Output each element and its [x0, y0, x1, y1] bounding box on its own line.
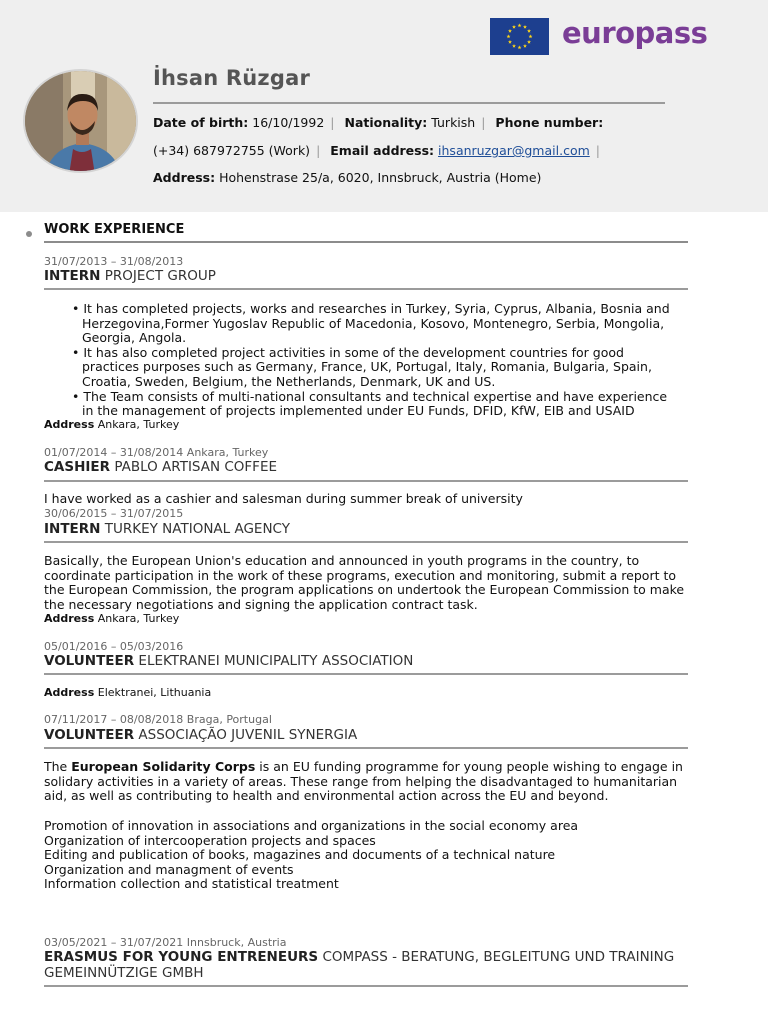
job-address: [44, 418, 179, 431]
job-description: I have worked as a cashier and salesman during summer break of university: [44, 491, 523, 506]
dob-value: 16/10/1992: [252, 115, 325, 130]
job-divider: [44, 480, 688, 482]
job-organization: ELEKTRANEI MUNICIPALITY ASSOCIATION: [138, 653, 414, 669]
list-item: Promotion of innovation in associations and organizations in the social economy area: [44, 818, 579, 833]
job-divider: [44, 288, 688, 290]
job-date: 05/01/2016 – 05/03/2016: [44, 640, 184, 653]
job-role: VOLUNTEER: [44, 727, 135, 743]
job-title: [44, 521, 290, 537]
job-date: 03/05/2021 – 31/07/2021 Innsbruck, Austria: [44, 936, 287, 949]
europass-logo: [490, 16, 708, 56]
job-address: [44, 686, 211, 699]
list-item: Organization and managment of events: [44, 861, 294, 877]
job-role: INTERN: [44, 521, 101, 537]
job-date: 01/07/2014 – 31/08/2014 Ankara, Turkey: [44, 446, 269, 459]
activity-list: [44, 819, 694, 892]
logo-wordmark: europass: [562, 16, 708, 50]
list-item: Editing and publication of books, magazines and documents of a technical nature: [44, 847, 556, 863]
job-role: CASHIER: [44, 459, 111, 475]
separator: |: [481, 115, 486, 130]
list-item: • It has also completed project activities in some of the development countries for good practices purposes such as Germany, France, UK, Portugal, Italy, Romania, Bulgaria, Spain, Croatia, Sweden, Belgium, the Netherlands, Denmark, UK and US.: [62, 346, 682, 390]
list-item: Information collection and statistical treatment: [44, 876, 339, 892]
nationality-label: Nationality:: [344, 115, 428, 130]
eu-flag-icon: [490, 18, 549, 55]
info-row-1: [153, 115, 603, 130]
nationality-value: Turkish: [431, 115, 476, 130]
job-divider: [44, 985, 688, 987]
job-title: [44, 653, 413, 669]
job-title: [44, 727, 357, 743]
job-bullet-list: [62, 302, 682, 419]
section-bullet-icon: [26, 231, 32, 237]
job-role: VOLUNTEER: [44, 653, 135, 669]
avatar: [23, 69, 138, 173]
separator: |: [316, 143, 321, 158]
person-photo-icon: [25, 71, 138, 173]
address-label: Address: [44, 686, 95, 699]
job-divider: [44, 673, 688, 675]
email-link[interactable]: ihsanruzgar@gmail.com: [438, 143, 590, 158]
address-label: Address: [44, 612, 95, 625]
info-row-3: [153, 170, 541, 185]
job-organization: PABLO ARTISAN COFFEE: [114, 459, 278, 475]
description-highlight: European Solidarity Corps: [71, 759, 256, 774]
separator: |: [330, 115, 335, 130]
section-title: WORK EXPERIENCE: [44, 222, 185, 237]
list-item: • The Team consists of multi-national consultants and technical expertise and have experience in the management of projects implemented under EU Funds, DFID, KfW, EIB and USAID: [62, 390, 682, 419]
job-divider: [44, 541, 688, 543]
info-row-2: [153, 143, 606, 158]
address-value: Ankara, Turkey: [97, 418, 180, 431]
job-date: 07/11/2017 – 08/08/2018 Braga, Portugal: [44, 713, 272, 726]
job-organization: COMPASS - BERATUNG, BEGLEITUNG UND TRAINING GEMEINNÜTZIGE GMBH: [44, 949, 675, 981]
job-organization: TURKEY NATIONAL AGENCY: [104, 521, 290, 537]
job-description: Basically, the European Union's education and announced in youth programs in the country, to coordinate participation in the work of these programs, execution and monitoring, submit a report to the European Commission, the program applications on undertook the European Commission to make the necessary negotiations and signing the application contract task.: [44, 553, 685, 612]
job-title: [44, 459, 277, 475]
description-prefix: The: [44, 759, 72, 774]
job-title: [44, 949, 688, 981]
section-divider: [44, 241, 688, 243]
job-description: [44, 760, 694, 804]
name-divider: [153, 102, 665, 104]
job-date: 31/07/2013 – 31/08/2013: [44, 255, 184, 268]
person-name: İhsan Rüzgar: [153, 66, 310, 90]
phone-label: Phone number:: [495, 115, 604, 130]
job-address: [44, 612, 179, 625]
job-role: ERASMUS FOR YOUNG ENTRENEURS: [44, 949, 319, 965]
address-value: Ankara, Turkey: [97, 612, 180, 625]
address-label: Address:: [153, 170, 216, 185]
job-organization: PROJECT GROUP: [104, 268, 216, 284]
email-label: Email address:: [330, 143, 435, 158]
phone-value: (+34) 687972755 (Work): [153, 143, 311, 158]
dob-label: Date of birth:: [153, 115, 249, 130]
separator: |: [595, 143, 600, 158]
address-value: Hohenstrase 25/a, 6020, Innsbruck, Austria (Home): [219, 170, 542, 185]
address-label: Address: [44, 418, 95, 431]
address-value: Elektranei, Lithuania: [97, 686, 212, 699]
job-date: 30/06/2015 – 31/07/2015: [44, 507, 184, 520]
profile-header: [0, 0, 768, 212]
job-title: [44, 268, 216, 284]
list-item: • It has completed projects, works and researches in Turkey, Syria, Cyprus, Albania, Bosnia and Herzegovina,Former Yugoslav Republic of Macedonia, Kosovo, Montenegro, Serbia, Mongolia, Georgia, Angola.: [62, 302, 682, 346]
description-rest: is an EU funding programme for young people wishing to engage in solidary activities in a variety of areas. These range from helping the disadvantaged to humanitarian aid, as well as contributing to health and environmental action across the EU and beyond.: [44, 759, 683, 804]
job-organization: ASSOCIAÇÃO JUVENIL SYNERGIA: [138, 727, 358, 743]
job-role: INTERN: [44, 268, 101, 284]
job-divider: [44, 747, 688, 749]
list-item: Organization of intercooperation projects and spaces: [44, 832, 376, 848]
